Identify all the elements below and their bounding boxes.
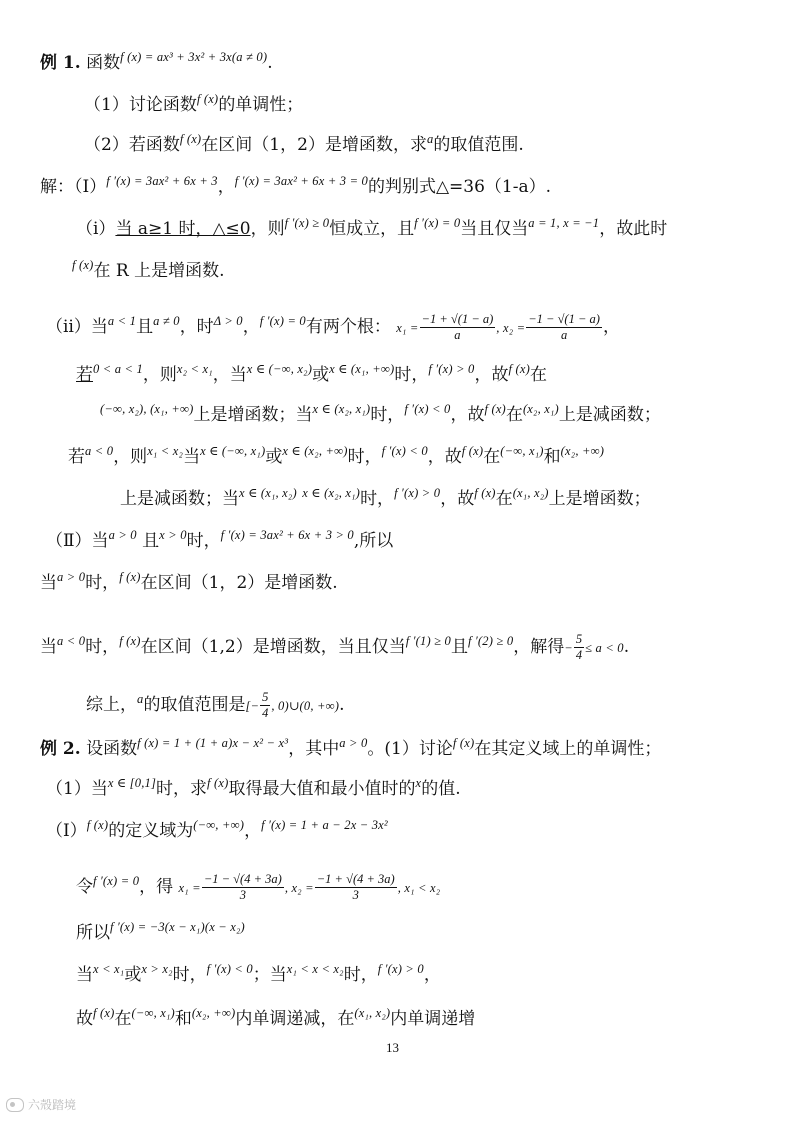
ex1-function: f (x) = ax³ + 3x² + 3x(a ≠ 0) [120,50,268,64]
critical-point-2-fraction: $\frac{-1 + √(4 + 3a)}{3}$ [316,872,395,902]
bound-fraction: $\frac{5}{4}$ [575,632,583,662]
ex1-stem: 例 1. 函数$^{f (x) = ax^3 + 3x^2 + 3x(a \ne 0)}$. [40,50,273,73]
sol2-line-1: （Ⅰ）$^{f (x)}$的定义域为(−∞, +∞)，$^{f '(x) = 1 + a - 2x - 3x^2}$ [46,818,388,841]
ex2-label: 例 2. [40,739,81,759]
critical-point-1-fraction: $\frac{-1 - √(4 + 3a)}{3}$ [203,872,282,902]
sol1-case-ii: （ⅱ）当$^{a < 1}$且$^{a \ne 0}$，时$^{\Delta > 0}$，$^{f '(x) = 0}$有两个根： x₁ = $\frac{-1 + √(1 - a)}{a}$ , x₂ = $\frac{-1 - √(1 - a)}{a}$ ， [46,312,620,342]
ex1-question-1: （1）讨论函数$^{f (x)}$的单调性； [84,92,304,115]
sol1-part-ii-a-pos: 当$^{a > 0}$时，$^{f (x)}$在区间（1，2）是增函数. [40,570,338,593]
sol1-part-ii-a-neg: 当$^{a < 0}$时，$^{f (x)}$在区间（1,2）是增函数，当且仅当$^{f '(1) \ge 0}$且$^{f '(2) \ge 0}$，解得− $\frac{5}{4}$ ≤ a < 0. [40,632,630,662]
watermark [6,1096,76,1113]
sol1-subcase-2: 若$^{a < 0}$，则$^{x_1 < x_2}$当$^{x \in (-\infty, x_1)}$或$^{x \in (x_2, +\infty)}$时，$^{f '(x) < 0}$，故$^{f (x)}$在$^{(-\infty, x_1)}$和$^{(x_2, +\infty)}$ [68,444,605,467]
watermark-text: 六殼踏境 [28,1098,77,1112]
range-fraction: $\frac{5}{4}$ [262,690,269,720]
sol1-line-1: 解：（Ⅰ）$^{f '(x) = 3ax^2 + 6x + 3}$，$^{f '(x) = 3ax^2 + 6x + 3 = 0}$的判别式△=36（1-a）. [40,174,552,197]
sol1-subcase-1: 若$^{0 < a < 1}$，则$^{x_2 < x_1}$，当$^{x \in (-\infty, x_2)}$或$^{x \in (x_1, +\infty)}$时，$^{f '(x) > 0}$，故$^{f (x)}$在 [76,362,547,385]
sol2-line-4: 当$^{x < x_1}$或$^{x > x_2}$时，$^{f '(x) < 0}$；当$^{x_1 < x < x_2}$时，$^{f '(x) > 0}$， [76,962,441,985]
sol2-line-2: 令$^{f '(x) = 0}$，得 x₁ = $\frac{-1 - √(4 + 3a)}{3}$ , x₂ = $\frac{-1 + √(4 + 3a)}{3}$ , x₁ < x₂ [76,872,441,902]
sol1-subcase-2-cont: 上是减函数；当$^{x \in (x_1, x_2)}$ $^{x \in (x_2, x_1)}$时，$^{f '(x) > 0}$，故$^{f (x)}$在$^{(x_1, x_2)}$上是增函数； [120,486,651,509]
page-number: 13 [386,1040,399,1055]
ex2-stem: 例 2. 设函数$^{f (x) = 1 + (1 + a)x - x^2 - x^3}$，其中$^{a > 0}$。(1）讨论$^{f (x)}$在其定义域上的单调性； [40,736,662,759]
ex1-label: 例 1. [40,53,81,73]
sol1-conclusion: 综上，$^a$的取值范围是[− $\frac{5}{4}$ , 0)∪(0, +∞). [86,690,345,720]
ex2-question: （1）当$^{x \in [0,1]}$时，求$^{f (x)}$取得最大值和最小值时的$^x$的值. [46,776,461,799]
sol2-line-5: 故$^{f (x)}$在$^{(-\infty, x_1)}$和$^{(x_2, +\infty)}$内单调递减，在$^{(x_1, x_2)}$内单调递增 [76,1006,476,1029]
root-2-fraction: $\frac{-1 - √(1 - a)}{a}$ [528,312,600,342]
sol1-case-i-cont: $^{f (x)}$在 R 上是增函数. [72,258,225,281]
watermark-logo-icon [6,1098,24,1112]
sol1-part-ii: （Ⅱ）当$^{a > 0}$ 且$^{x > 0}$时，$^{f '(x) = 3ax^2 + 6x + 3 > 0}$,所以 [46,528,394,551]
root-1-fraction: $\frac{-1 + √(1 - a)}{a}$ [421,312,494,342]
sol2-line-3: 所以$^{f '(x) = -3(x - x_1)(x - x_2)}$ [76,920,245,943]
sol1-subcase-1-cont: $^{(-\infty, x_2), (x_1, +\infty)}$上是增函数；当$^{x \in (x_2, x_1)}$时，$^{f '(x) < 0}$，故$^{f (x)}$在$^{(x_2, x_1)}$上是减函数； [100,402,661,425]
ex1-question-2: （2）若函数$^{f (x)}$在区间（1，2）是增函数，求$^a$的取值范围. [84,132,524,155]
sol1-case-i: （ⅰ）当 a≥1 时，△≤0，则$^{f '(x) \ge 0}$恒成立，且$^{f '(x) = 0}$当且仅当$^{a = 1, x = -1}$，故此时 [76,216,668,239]
